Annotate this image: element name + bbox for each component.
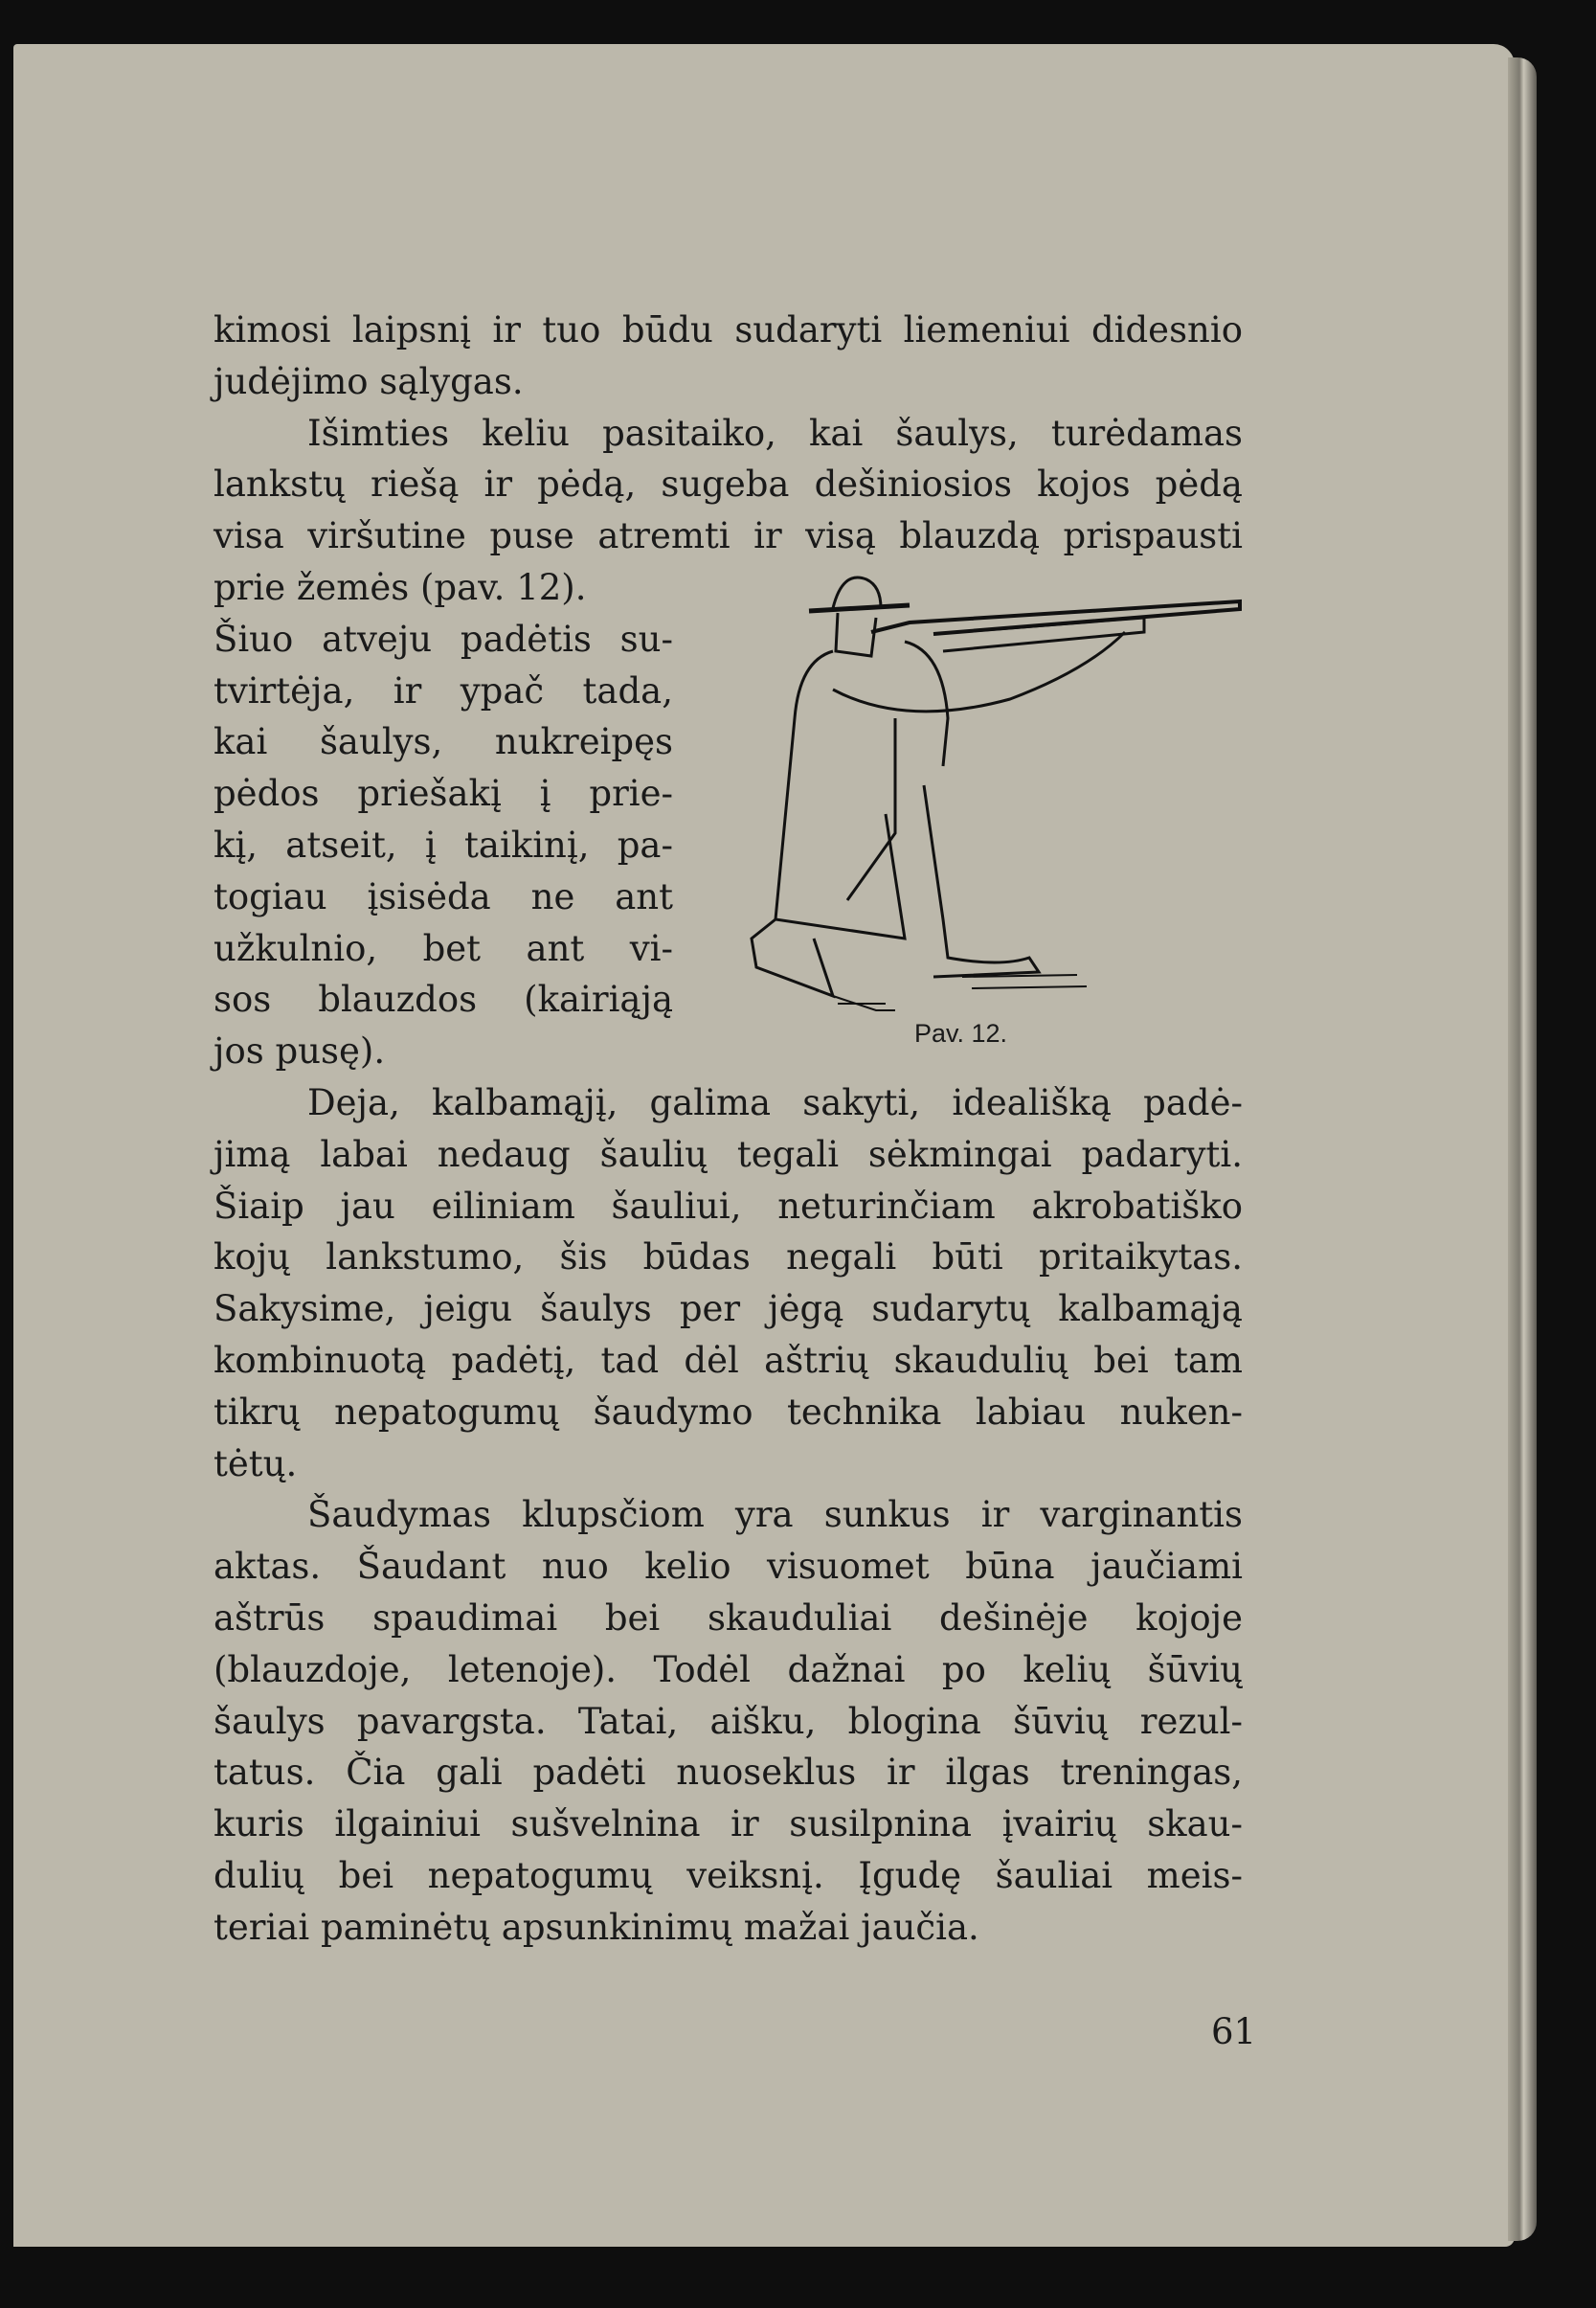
- text-line: šaulys pavargsta. Tatai, aišku, blogina šūvių rezul-: [214, 1700, 1243, 1742]
- text-line: Išimties keliu pasitaiko, kai šaulys, turėdamas: [307, 412, 1243, 454]
- text-line: teriai paminėtų apsunkinimų mažai jaučia.: [214, 1906, 979, 1948]
- text-line: pėdos priešakį į prie-: [214, 773, 673, 815]
- text-line: judėjimo sąlygas.: [214, 360, 524, 402]
- text-line: aktas. Šaudant nuo kelio visuomet būna jaučiami: [214, 1546, 1243, 1588]
- kneeling-shooter-illustration: [742, 575, 1249, 1015]
- text-line: visa viršutine puse atremti ir visą blauzdą prispausti: [214, 515, 1243, 557]
- text-line: tvirtėja, ir ypač tada,: [214, 669, 673, 712]
- text-line: sos blauzdos (kairiąją: [214, 979, 673, 1021]
- text-line: (blauzdoje, letenoje). Todėl dažnai po kelių šūvių: [214, 1648, 1243, 1690]
- text-line: aštrūs spaudimai bei skauduliai dešinėje kojoje: [214, 1597, 1243, 1639]
- text-line: tatus. Čia gali padėti nuoseklus ir ilgas treningas,: [214, 1752, 1243, 1794]
- text-line: Šiaip jau eiliniam šauliui, neturinčiam akrobatiško: [214, 1185, 1243, 1227]
- figure-caption: Pav. 12.: [914, 1019, 1008, 1048]
- text-line: jos pusę).: [214, 1030, 386, 1073]
- text-line: užkulnio, bet ant vi-: [214, 927, 673, 969]
- text-line: togiau įsisėda ne ant: [214, 875, 673, 917]
- page-edge: [1508, 57, 1537, 2241]
- text-line: kombinuotą padėtį, tad dėl aštrių skaudulių bei tam: [214, 1340, 1243, 1381]
- text-line: dulių bei nepatogumų veiksnį. Įgudę šauliai meis-: [214, 1855, 1243, 1896]
- text-line: tėtų.: [214, 1442, 298, 1484]
- text-line: kojų lankstumo, šis būdas negali būti pritaikytas.: [214, 1236, 1243, 1278]
- text-line: kį, atseit, į taikinį, pa-: [214, 825, 673, 866]
- text-line: Sakysime, jeigu šaulys per jėgą sudarytų kalbamąją: [214, 1288, 1243, 1330]
- text-line: lankstų riešą ir pėdą, sugeba dešiniosios kojos pėdą: [214, 464, 1243, 506]
- text-line: tikrų nepatogumų šaudymo technika labiau nuken-: [214, 1391, 1243, 1433]
- text-line: jimą labai nedaug šaulių tegali sėkmingai padaryti.: [214, 1133, 1243, 1175]
- text-line: prie žemės (pav. 12).: [214, 567, 587, 608]
- text-line: Deja, kalbamąjį, galima sakyti, ideališką padė-: [307, 1082, 1243, 1123]
- text-line: kai šaulys, nukreipęs: [214, 721, 673, 763]
- text-line: kimosi laipsnį ir tuo būdu sudaryti liemeniui didesnio: [214, 309, 1243, 351]
- text-line: Šiuo atveju padėtis su-: [214, 618, 673, 660]
- page-number: 61: [1211, 2011, 1257, 2052]
- text-line: Šaudymas klupsčiom yra sunkus ir varginantis: [307, 1494, 1243, 1536]
- text-line: kuris ilgainiui sušvelnina ir susilpnina įvairių skau-: [214, 1803, 1243, 1845]
